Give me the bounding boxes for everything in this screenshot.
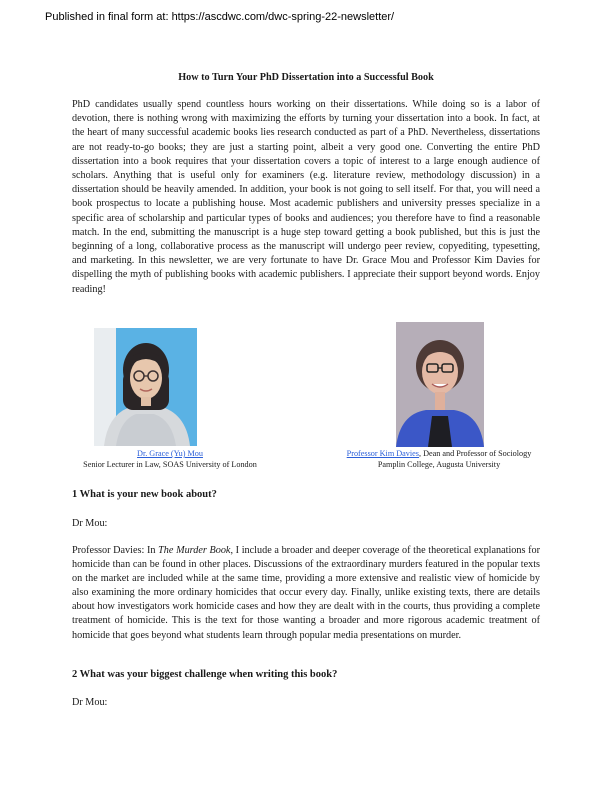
mou-name-link[interactable]: Dr. Grace (Yu) Mou xyxy=(137,449,203,458)
mou-photo xyxy=(94,328,197,446)
published-note: Published in final form at: https://ascdwc.com/dwc-spring-22-newsletter/ xyxy=(45,11,395,23)
dr-mou-label-1: Dr Mou: xyxy=(72,518,108,529)
davies-answer-rest: , I include a broader and deeper coverage of the theoretical explanations for homicide than can be found in other places. Discussions of the extraordinary murders featured in the popular texts on the market are included while at the same time, providing a more extensive and realistic view of homicide by also examining the more ordinary homicides that occur every day. Finally, unlike existing texts, there are details about how investigators work homicide cases and how they are dealt with in the courts, thus providing a complete treatment of homicide. This is the text for those wanting a broader and more rigorous academic treatment of homicide that goes beyond what students learn through popular media presentations on murder. xyxy=(72,545,540,641)
question-1: 1 What is your new book about? xyxy=(72,489,217,500)
intro-paragraph: PhD candidates usually spend countless hours working on their dissertations. While doing so is a labor of devotion, there is nothing wrong with maximizing the efforts by turning your dissertation into a book. In fact, at the heart of many successful academic books lies research conducted as part of a PhD. Nevertheless, dissertations are not ready-to-go books; they are just a starting point, albeit a very good one. Converting the entire PhD dissertation into a book requires that your dissertation covers a topic of interest to a large enough audience of scholars. Anything that is useful only for examiners (e.g. literature review, methodology discussion) in a dissertation should be heavily amended. In addition, your book is not going to sell itself. For that, you will need a book prospectus to locate a publishing house. Most academic publishers and university presses specialize in a specific area of scholarship and particular types of books and audiences; you therefore have to find a reasonable match. In the end, submitting the manuscript is a huge step toward getting a book published, but this is just the beginning of a long, collaborative process as the manuscript will undergo peer review, copyediting, typesetting, and marketing. In this newsletter, we are very fortunate to have Dr. Grace Mou and Professor Kim Davies for dispelling the myth of publishing books with academic publishers. I appreciate their support beyond words. Enjoy reading! xyxy=(72,99,540,295)
mou-portrait-icon xyxy=(94,328,197,446)
davies-name-link[interactable]: Professor Kim Davies xyxy=(346,449,419,458)
mou-affiliation: Senior Lecturer in Law, SOAS University of London xyxy=(83,460,257,469)
davies-photo xyxy=(396,322,484,447)
davies-role: , Dean and Professor of Sociology xyxy=(418,449,532,458)
davies-affiliation: Pamplin College, Augusta University xyxy=(377,460,501,469)
article-title: How to Turn Your PhD Dissertation into a Successful Book xyxy=(178,72,434,83)
davies-caption xyxy=(330,448,548,470)
question-2: 2 What was your biggest challenge when writing this book? xyxy=(72,669,338,680)
davies-answer-prefix: Professor Davies: In xyxy=(72,545,159,556)
davies-portrait-icon xyxy=(396,322,484,447)
dr-mou-label-2: Dr Mou: xyxy=(72,697,108,708)
book-title: The Murder Book xyxy=(158,545,231,556)
davies-answer-1 xyxy=(72,544,540,643)
mou-caption xyxy=(50,448,290,470)
